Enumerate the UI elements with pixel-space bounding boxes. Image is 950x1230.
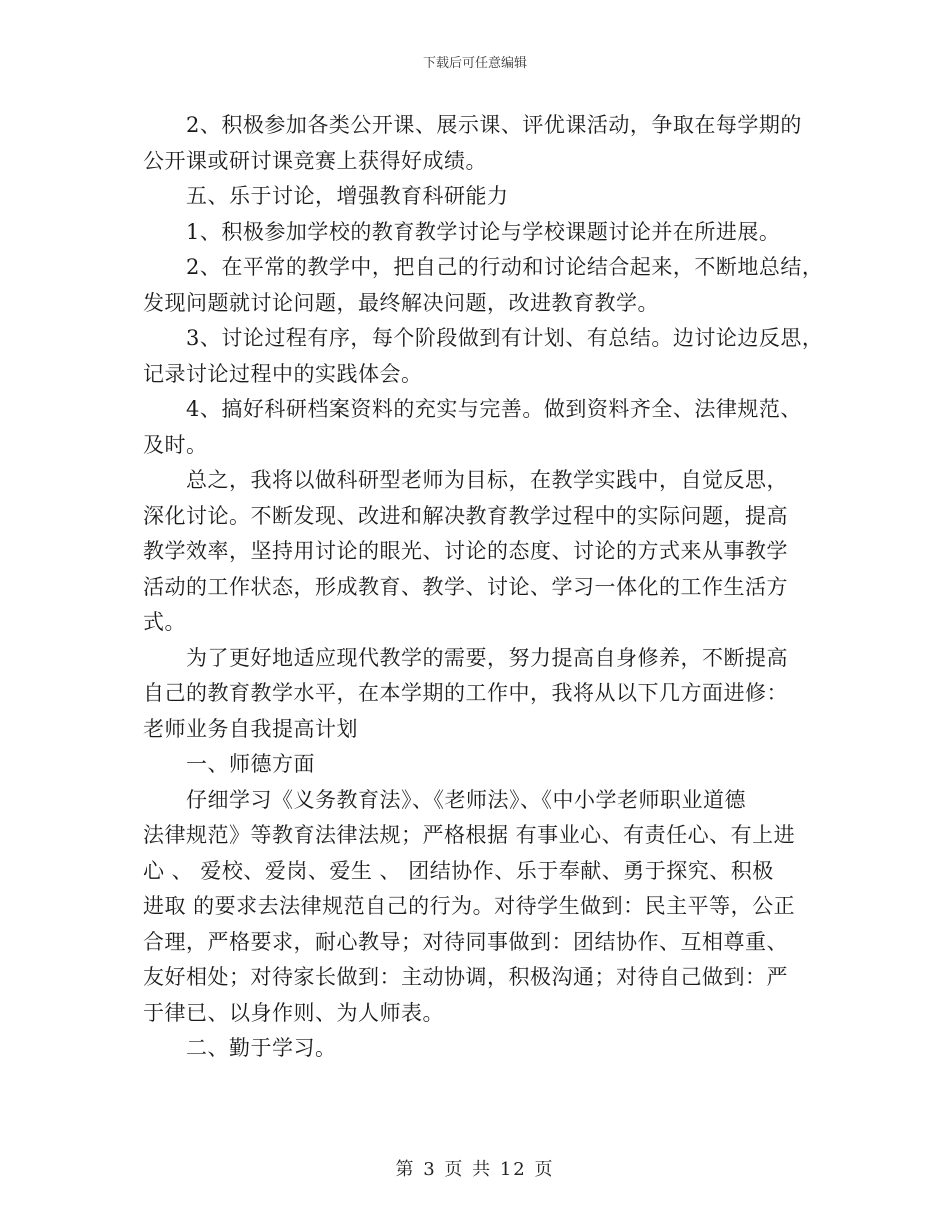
section-heading: 二、勤于学习。 — [143, 1036, 337, 1060]
section-heading: 五、乐于讨论，增强教育科研能力 — [143, 184, 509, 208]
body-line: 总之，我将以做科研型老师为目标，在教学实践中，自觉反思， — [143, 468, 788, 492]
body-line: 2、在平常的教学中，把自己的行动和讨论结合起来，不断地总结， — [143, 255, 824, 279]
body-line: 式。 — [143, 610, 186, 634]
body-line: 友好相处；对待家长做到：主动协调，积极沟通；对待自己做到：严 — [143, 965, 788, 989]
page-number: 第 3 页 共 12 页 — [395, 1159, 555, 1180]
body-line: 深化讨论。不断发现、改进和解决教育教学过程中的实际问题，提高 — [143, 503, 788, 528]
document-title: 老师业务自我提高计划 — [143, 716, 358, 741]
body-line: 2、积极参加各类公开课、展示课、评优课活动，争取在每学期的 — [143, 113, 802, 137]
body-line: 1、积极参加学校的教育教学讨论与学校课题讨论并在所进展。 — [143, 219, 781, 244]
body-line: 进取 的要求去法律规范自己的行为。对待学生做到：民主平等，公正 — [143, 894, 796, 918]
body-line: 记录讨论过程中的实践体会。 — [143, 361, 423, 386]
body-line: 3、讨论过程有序，每个阶段做到有计划、有总结。边讨论边反思， — [143, 326, 824, 350]
body-line: 于律已、以身作则、为人师表。 — [143, 1000, 444, 1025]
body-line: 仔细学习《义务教育法》、《老师法》、《中小学老师职业道德 — [143, 787, 746, 812]
body-line: 法律规范》等教育法律法规；严格根据 有事业心、有责任心、有上进 — [143, 823, 796, 847]
body-line: 4、搞好科研档案资料的充实与完善。做到资料齐全、法律规范、 — [143, 397, 802, 421]
body-line: 发现问题就讨论问题，最终解决问题，改进教育教学。 — [143, 290, 659, 315]
body-line: 公开课或研讨课竞赛上获得好成绩。 — [143, 148, 487, 173]
body-line: 自己的教育教学水平，在本学期的工作中，我将从以下几方面进修： — [143, 681, 788, 705]
body-line: 活动的工作状态，形成教育、教学、讨论、学习一体化的工作生活方 — [143, 574, 788, 599]
body-line: 为了更好地适应现代教学的需要，努力提高自身修养，不断提高 — [143, 645, 788, 670]
body-line: 教学效率，坚持用讨论的眼光、讨论的态度、讨论的方式来从事教学 — [143, 539, 788, 563]
section-heading: 一、师德方面 — [143, 752, 315, 776]
document-body — [143, 108, 833, 1067]
body-line: 心 、 爱校、爱岗、爱生 、 团结协作、乐于奉献、勇于探究、积极 — [143, 858, 774, 883]
page-header: 下载后可任意编辑 — [422, 56, 527, 71]
body-line: 及时。 — [143, 432, 208, 457]
body-line: 合理，严格要求，耐心教导；对待同事做到：团结协作、互相尊重、 — [143, 929, 788, 954]
